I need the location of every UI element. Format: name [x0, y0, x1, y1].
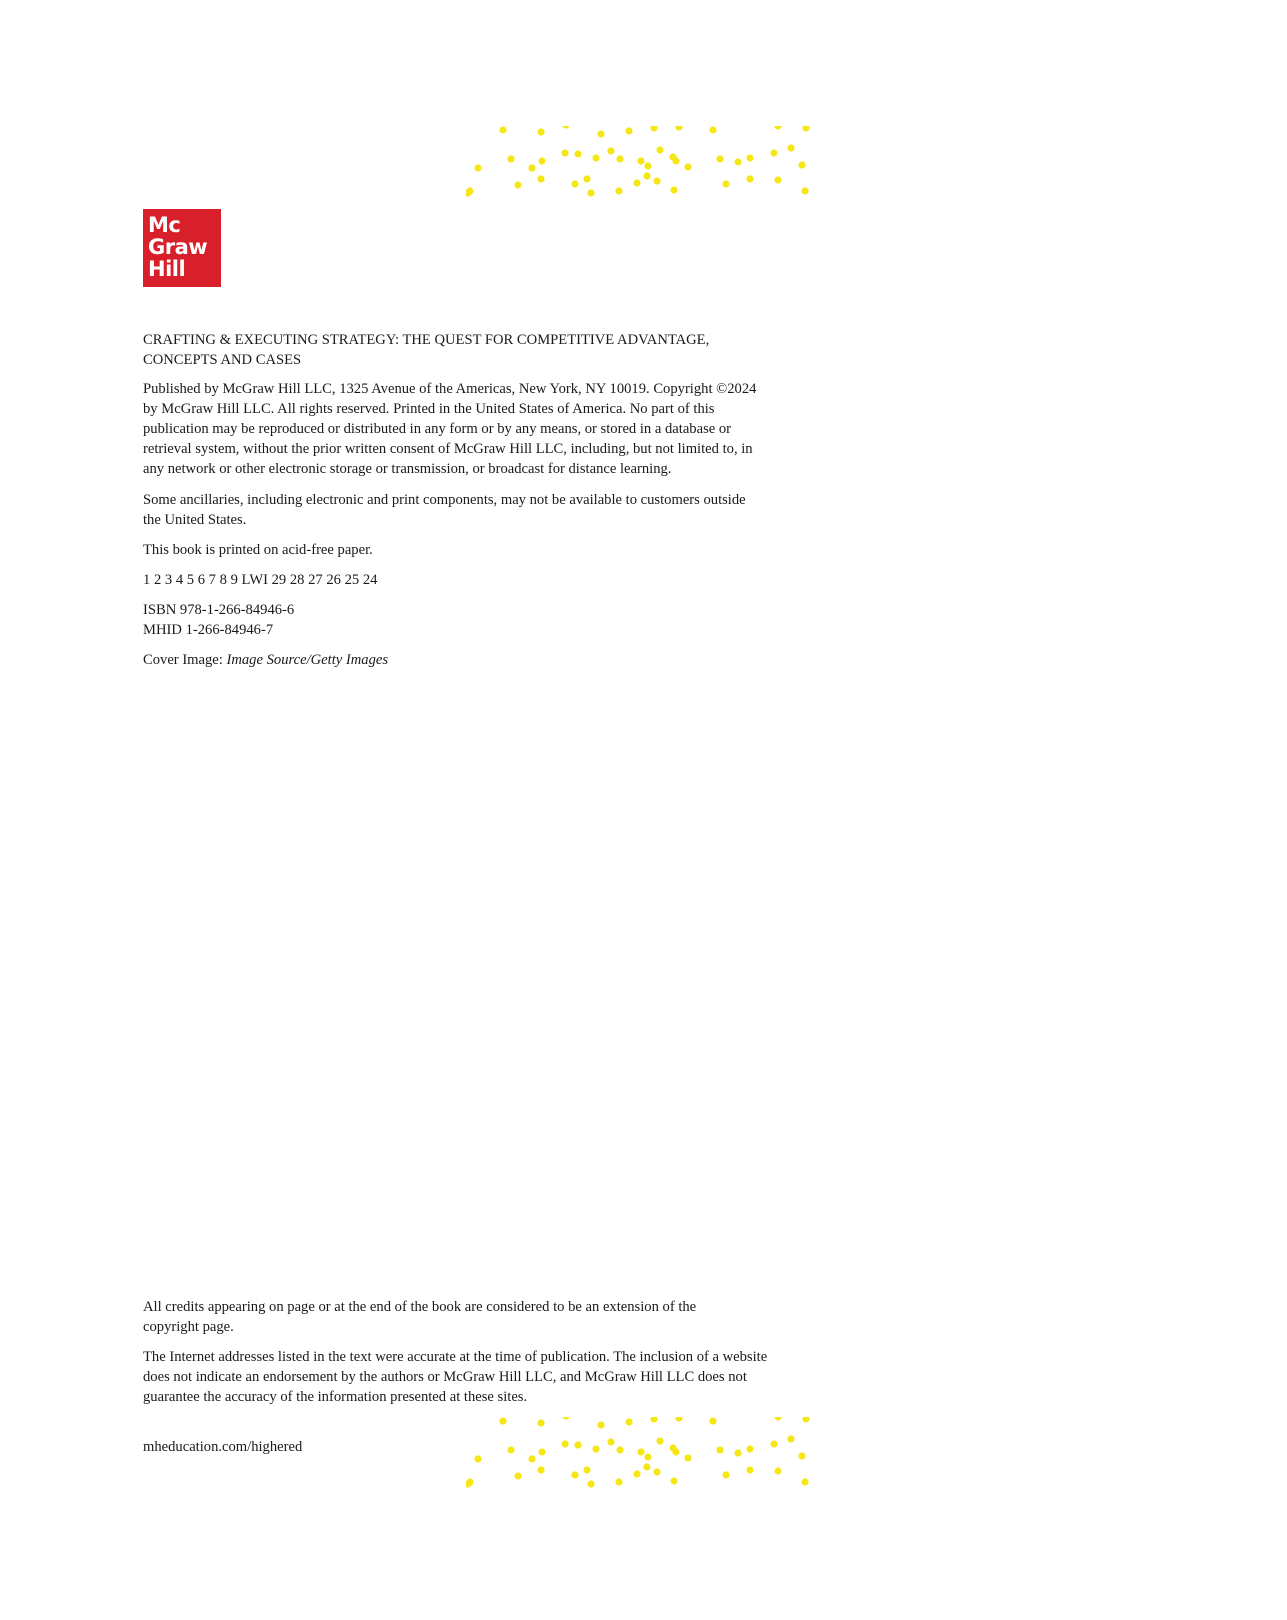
decorative-dot [802, 126, 809, 132]
decorative-dot [670, 1477, 677, 1484]
decorative-dot [474, 1455, 481, 1462]
decorative-dot [656, 1437, 663, 1444]
decorative-dot [709, 1417, 716, 1424]
decorative-dot [801, 1478, 808, 1485]
decorative-dot [587, 189, 594, 196]
decorative-dot [537, 1466, 544, 1473]
decorative-dot [787, 1435, 794, 1442]
decorative-dot [675, 1417, 682, 1422]
decorative-dot [571, 1471, 578, 1478]
decorative-dot [583, 175, 590, 182]
anc-line-1: Some ancillaries, including electronic and print components, may not be available to customers outside [143, 492, 746, 508]
decorative-dot [746, 1445, 753, 1452]
publication-notice [143, 379, 863, 479]
decorative-dot [637, 1448, 644, 1455]
ancillaries-notice [143, 490, 863, 530]
decorative-dot [670, 186, 677, 193]
decorative-dot [675, 126, 682, 131]
decorative-dot [746, 1466, 753, 1473]
title-line-2: CONCEPTS AND CASES [143, 352, 302, 368]
decorative-dot [656, 146, 663, 153]
decorative-dot [801, 187, 808, 194]
logo-line-2: Graw [148, 235, 208, 259]
decorative-dot [643, 172, 650, 179]
credits-line-2: copyright page. [143, 1319, 234, 1335]
pub-line-1: Published by McGraw Hill LLC, 1325 Avenue of the Americas, New York, NY 10019. Copyright ©2024 [143, 381, 757, 397]
decorative-dot [734, 158, 741, 165]
isbn-block [143, 600, 863, 640]
acid-free-text: This book is printed on acid-free paper. [143, 542, 373, 558]
decorative-dot [684, 163, 691, 170]
decorative-dot [672, 157, 679, 164]
decorative-dot-pattern-bottom [466, 1417, 818, 1489]
decorative-dot [514, 1472, 521, 1479]
print-line [143, 570, 863, 590]
decorative-dot [746, 154, 753, 161]
decorative-dot [774, 1417, 781, 1421]
decorative-dot [798, 161, 805, 168]
decorative-dot [774, 126, 781, 130]
decorative-dot [499, 126, 506, 133]
decorative-dot [637, 157, 644, 164]
decorative-dot [607, 1438, 614, 1445]
decorative-dot [802, 1417, 809, 1423]
decorative-dot [722, 180, 729, 187]
pub-line-5: any network or other electronic storage or transmission, or broadcast for distance learning. [143, 461, 672, 477]
decorative-dot [798, 1452, 805, 1459]
decorative-dot [644, 1453, 651, 1460]
pub-line-4: retrieval system, without the prior written consent of McGraw Hill LLC, including, but not limited to, in [143, 441, 753, 457]
decorative-dot [774, 1467, 781, 1474]
pub-line-2: by McGraw Hill LLC. All rights reserved. Printed in the United States of America. No part of this [143, 401, 715, 417]
internet-notice [143, 1347, 863, 1407]
decorative-dot [597, 1421, 604, 1428]
decorative-dot [574, 1441, 581, 1448]
decorative-dot [562, 126, 569, 129]
decorative-dot [672, 1448, 679, 1455]
decorative-dot [643, 1463, 650, 1470]
decorative-dot [507, 155, 514, 162]
decorative-dot [597, 130, 604, 137]
decorative-dot [615, 187, 622, 194]
decorative-dot [650, 1417, 657, 1423]
decorative-dot [616, 155, 623, 162]
anc-line-2: the United States. [143, 512, 247, 528]
decorative-dot [684, 1454, 691, 1461]
decorative-dot [770, 1440, 777, 1447]
decorative-dot [644, 162, 651, 169]
logo-line-1: Mc [148, 213, 181, 237]
decorative-dot [507, 1446, 514, 1453]
cover-credit-source: Image Source/Getty Images [226, 652, 389, 668]
decorative-dot [770, 149, 777, 156]
decorative-dot [653, 1468, 660, 1475]
decorative-dot [583, 1466, 590, 1473]
decorative-dot [616, 1446, 623, 1453]
decorative-dot [474, 164, 481, 171]
acid-free-notice [143, 540, 863, 560]
inet-line-3: guarantee the accuracy of the information presented at these sites. [143, 1389, 528, 1405]
decorative-dot [722, 1471, 729, 1478]
website-text: mheducation.com/highered [143, 1439, 303, 1455]
decorative-dot [537, 128, 544, 135]
decorative-dot [633, 1470, 640, 1477]
decorative-dot [561, 1440, 568, 1447]
dot-pattern-graphic [466, 1417, 818, 1489]
credits-line-1: All credits appearing on page or at the end of the book are considered to be an extension of the [143, 1299, 697, 1315]
decorative-dot [499, 1417, 506, 1424]
decorative-dot [633, 179, 640, 186]
mcgraw-hill-logo [143, 209, 221, 287]
decorative-dot [587, 1480, 594, 1487]
inet-line-1: The Internet addresses listed in the text were accurate at the time of publication. The inclusion of a website [143, 1349, 768, 1365]
mhid-text: MHID 1-266-84946-7 [143, 622, 274, 638]
decorative-dot [574, 150, 581, 157]
credits-notice [143, 1297, 863, 1337]
decorative-dot [592, 154, 599, 161]
decorative-dot [787, 144, 794, 151]
decorative-dot [625, 127, 632, 134]
print-line-text: 1 2 3 4 5 6 7 8 9 LWI 29 28 27 26 25 24 [143, 572, 378, 588]
logo-line-3: Hill [148, 257, 186, 281]
decorative-dot [571, 180, 578, 187]
decorative-dot [592, 1445, 599, 1452]
cover-label: Cover Image: [143, 652, 227, 668]
decorative-dot [538, 157, 545, 164]
decorative-dot [514, 181, 521, 188]
decorative-dot [607, 147, 614, 154]
decorative-dot [562, 1417, 569, 1420]
decorative-dot [537, 175, 544, 182]
decorative-dot [615, 1478, 622, 1485]
pub-line-3: publication may be reproduced or distributed in any form or by any means, or stored in a database or [143, 421, 732, 437]
decorative-dot [746, 175, 753, 182]
decorative-dot [709, 126, 716, 133]
decorative-dot-pattern-top [466, 126, 818, 198]
decorative-dot [716, 155, 723, 162]
decorative-dot [716, 1446, 723, 1453]
dot-pattern-graphic [466, 126, 818, 198]
decorative-dot [538, 1448, 545, 1455]
isbn-text: ISBN 978-1-266-84946-6 [143, 602, 295, 618]
book-title [143, 330, 863, 370]
decorative-dot [561, 149, 568, 156]
cover-credit [143, 650, 863, 670]
decorative-dot [537, 1419, 544, 1426]
decorative-dot [653, 177, 660, 184]
decorative-dot [734, 1449, 741, 1456]
decorative-dot [528, 164, 535, 171]
decorative-dot [650, 126, 657, 132]
decorative-dot [528, 1455, 535, 1462]
decorative-dot [625, 1418, 632, 1425]
title-line-1: CRAFTING & EXECUTING STRATEGY: THE QUEST FOR COMPETITIVE ADVANTAGE, [143, 332, 710, 348]
decorative-dot [774, 176, 781, 183]
inet-line-2: does not indicate an endorsement by the authors or McGraw Hill LLC, and McGraw Hill LLC does not [143, 1369, 747, 1385]
